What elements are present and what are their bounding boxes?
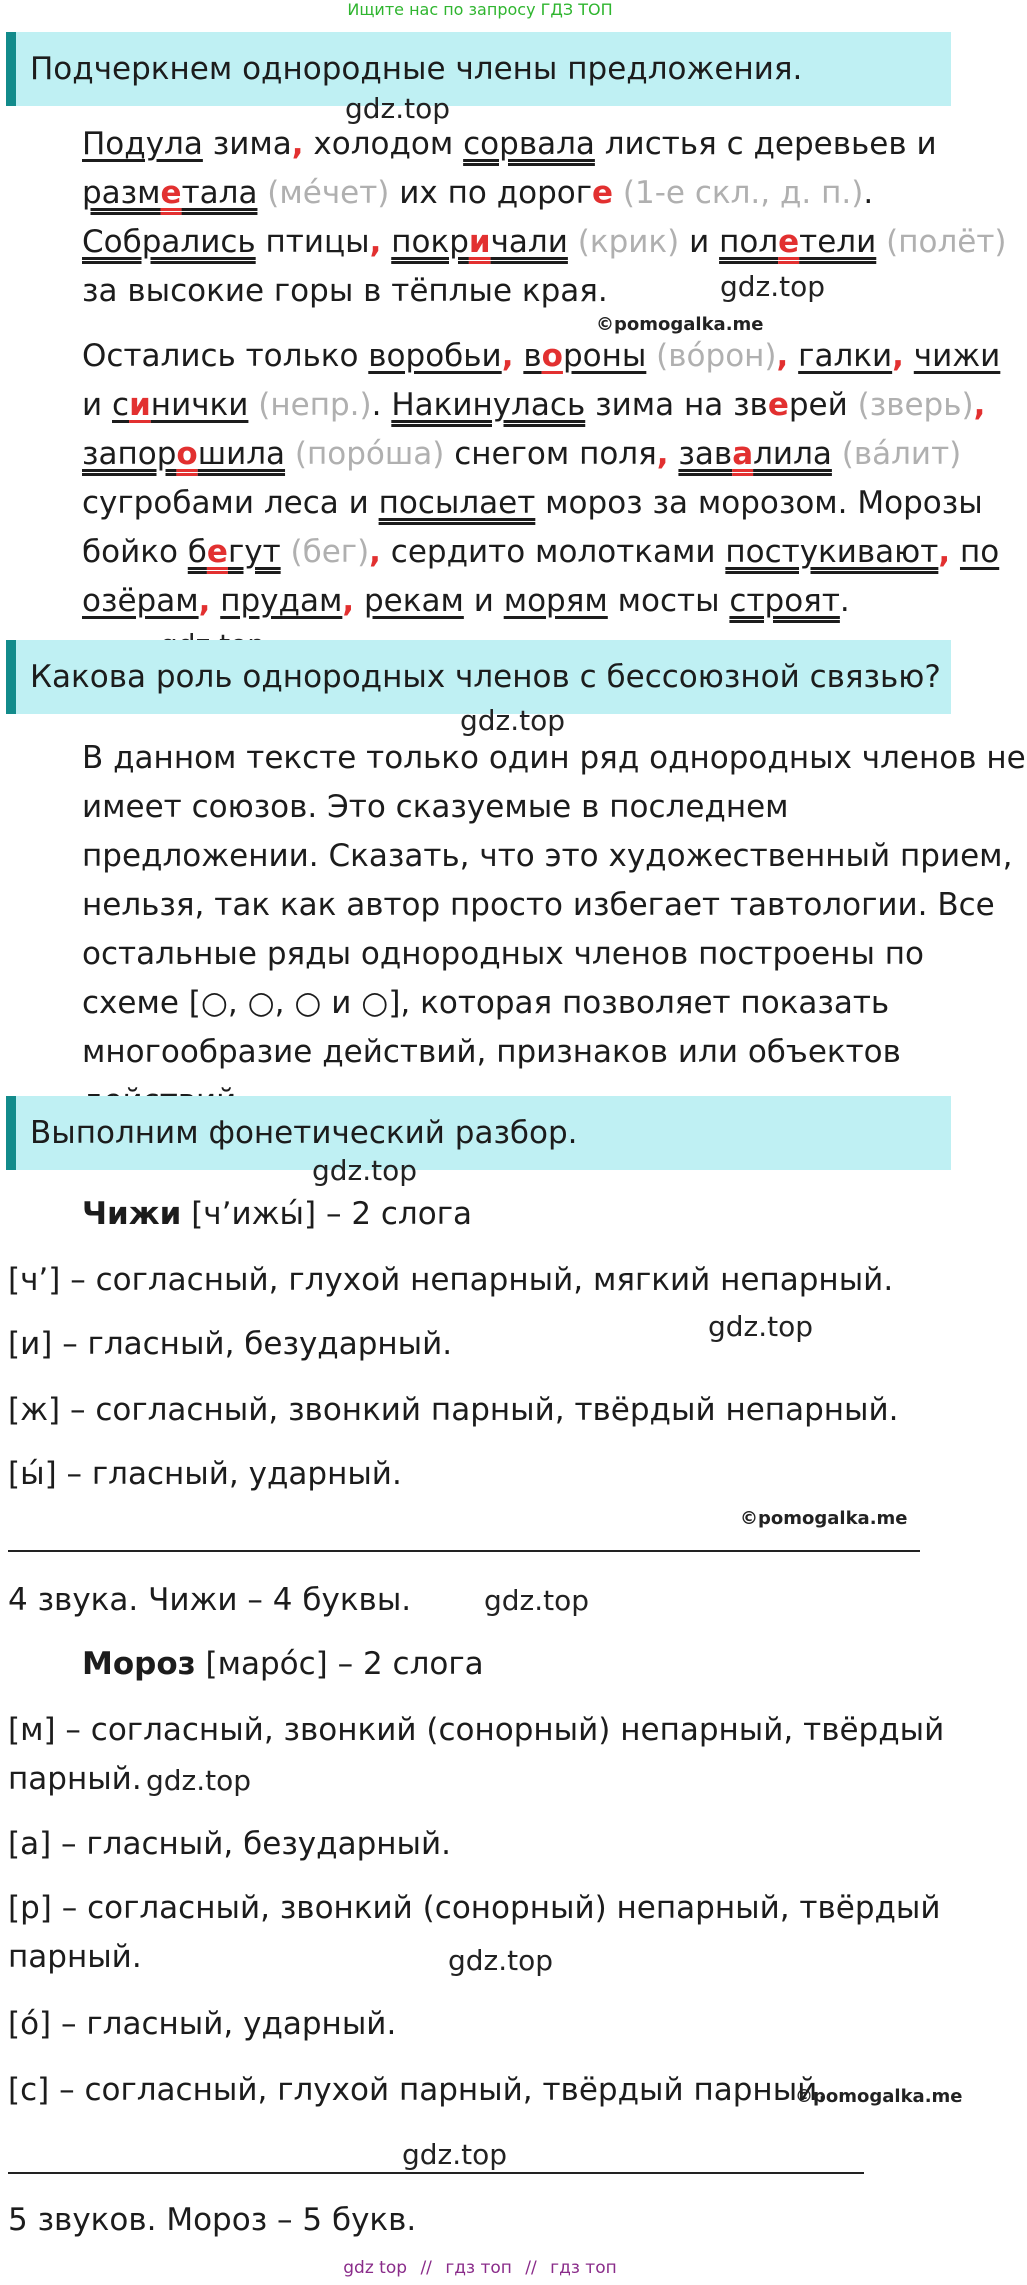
text-run xyxy=(354,583,364,619)
text-run: посылает xyxy=(378,485,536,521)
text-run: за высокие горы в тёплые края. xyxy=(82,273,608,309)
text-run: (во́рон) xyxy=(646,338,777,374)
text-run: (ва́лит) xyxy=(831,436,962,472)
text-run: . xyxy=(371,387,392,423)
text-run: , xyxy=(656,436,669,472)
text-run: б xyxy=(187,534,207,570)
text-run: а xyxy=(732,436,754,472)
watermark-gdz: gdz.top xyxy=(708,1310,814,1343)
text-run: е xyxy=(778,224,800,260)
word2-sound-line: [о́] – гласный, ударный. xyxy=(8,2006,397,2042)
text-run: (1-е скл., д. п.) xyxy=(613,175,864,211)
text-run: , xyxy=(776,338,789,374)
text-run: сердито молотками xyxy=(380,534,726,570)
text-run: птицы xyxy=(255,224,370,260)
text-run: запор xyxy=(82,436,177,472)
text-run: зав xyxy=(678,436,733,472)
text-run: Остались только xyxy=(82,338,369,374)
text-run: , xyxy=(291,126,304,162)
watermark-gdz: gdz.top xyxy=(402,2138,508,2171)
text-run: снегом поля xyxy=(444,436,657,472)
text-run: е xyxy=(160,175,182,211)
watermark-gdz: gdz.top xyxy=(345,92,451,125)
text-run: , xyxy=(501,338,514,374)
text-run: строят xyxy=(729,583,840,619)
text-run xyxy=(669,436,679,472)
watermark-gdz: gdz.top xyxy=(448,1944,554,1977)
text-run: , xyxy=(973,387,986,423)
word1-title xyxy=(8,1190,1027,1239)
text-run: о xyxy=(176,436,198,472)
word2-sound-line: [а] – гласный, безударный. xyxy=(8,1826,452,1862)
text-run: морям xyxy=(503,583,608,619)
footer-separator: // xyxy=(420,2258,432,2278)
text-run: и xyxy=(679,224,720,260)
text-run: и xyxy=(82,387,113,423)
text-run: чали xyxy=(490,224,568,260)
text-run: разм xyxy=(82,175,161,211)
text-run: (непр.) xyxy=(248,387,372,423)
section1-paragraph2 xyxy=(8,332,1027,626)
text-run: Накинулась xyxy=(391,387,586,423)
text-run: (полёт) xyxy=(876,224,1007,260)
text-run: , xyxy=(369,534,381,570)
text-run: (бег) xyxy=(280,534,370,570)
text-run: (зверь) xyxy=(847,387,974,423)
text-run: зима xyxy=(202,126,292,162)
text-run: холодом xyxy=(303,126,464,162)
divider-line xyxy=(8,1550,920,1552)
word1-transcription: [ч’ижы́] – 2 слога xyxy=(181,1196,472,1232)
text-run: зима на зв xyxy=(585,387,768,423)
watermark-gdz: gdz.top xyxy=(720,270,826,303)
footer-separator: // xyxy=(525,2258,537,2278)
text-run: (поро́ша) xyxy=(285,436,445,472)
text-run: мосты xyxy=(607,583,730,619)
word1-sound-line: [ы́] – гласный, ударный. xyxy=(8,1456,402,1492)
word2-word: Мороз xyxy=(82,1646,196,1682)
header-search-link[interactable]: Ищите нас по запросу ГДЗ ТОП xyxy=(347,0,613,19)
text-run: с xyxy=(112,387,130,423)
text-run: и xyxy=(129,387,151,423)
text-run: нички xyxy=(150,387,249,423)
text-run: роны xyxy=(562,338,647,374)
text-run: (крик) xyxy=(567,224,680,260)
text-run: , xyxy=(369,224,382,260)
watermark-gdz: gdz.top xyxy=(146,1764,252,1797)
text-run: постукивают xyxy=(725,534,939,570)
text-run: галки xyxy=(798,338,893,374)
section3-heading: Выполним фонетический разбор. xyxy=(6,1096,951,1170)
word1-sound-line: [ч’] – согласный, глухой непарный, мягкий непарный. xyxy=(8,1262,894,1298)
text-run: Собрались xyxy=(82,224,256,260)
text-run xyxy=(950,534,960,570)
section1-paragraph1 xyxy=(8,120,1027,316)
watermark-pomogalka: ©pomogalka.me xyxy=(795,2086,963,2107)
section1-heading: Подчеркнем однородные члены предложения. xyxy=(6,32,951,106)
text-run: в xyxy=(523,338,542,374)
word1-sound-line: [и] – гласный, безударный. xyxy=(8,1326,453,1362)
word2-sound-line: [р] – согласный, звонкий (сонорный) непарный, твёрдый парный. xyxy=(8,1890,941,1975)
watermark-gdz: gdz.top xyxy=(484,1584,590,1617)
text-run: листья с деревьев и xyxy=(594,126,937,162)
text-run xyxy=(381,224,391,260)
text-run: и xyxy=(463,583,504,619)
footer-link[interactable]: gdz top xyxy=(343,2258,408,2278)
divider-line xyxy=(8,2172,864,2174)
text-run: воробьи xyxy=(368,338,502,374)
section2-text: В данном тексте только один ряд однородных членов не имеет союзов. Это сказуемые в последнем предложении. Сказать, что это художественный прием, нельзя, так как автор просто избегает тавтологии. Все остальные ряды однородных членов построены по схеме [○, ○, ○ и ○], которая позволяет показать многообразие действий, признаков или объектов xyxy=(82,740,1026,1070)
word1-sound-line: [ж] – согласный, звонкий парный, твёрдый непарный. xyxy=(8,1392,899,1428)
text-run: , xyxy=(892,338,904,374)
footer-links xyxy=(0,2258,960,2278)
text-run: е xyxy=(592,175,614,211)
word2-transcription: [маро́с] – 2 слога xyxy=(195,1646,484,1682)
word1-summary: 4 звука. Чижи – 4 буквы. xyxy=(8,1582,412,1618)
text-run: о xyxy=(541,338,563,374)
text-run: , xyxy=(938,534,951,570)
text-run: по озёрам xyxy=(82,534,1000,619)
word2-title xyxy=(8,1640,1027,1689)
word2-sound-line: [м] – согласный, звонкий (сонорный) непарный, твёрдый парный. xyxy=(8,1712,945,1797)
text-run: и xyxy=(468,224,491,260)
text-run: их по дорог xyxy=(389,175,593,211)
footer-link[interactable]: гдз топ xyxy=(445,2258,512,2278)
text-run: покр xyxy=(391,224,469,260)
text-run: , xyxy=(198,583,211,619)
text-run xyxy=(513,338,523,374)
word2-summary: 5 звуков. Мороз – 5 букв. xyxy=(8,2202,417,2238)
word2-sound-line: [с] – согласный, глухой парный, твёрдый парный. xyxy=(8,2072,828,2108)
watermark-pomogalka: ©pomogalka.me xyxy=(740,1508,908,1529)
footer-link[interactable]: гдз топ xyxy=(550,2258,617,2278)
text-run: Подула xyxy=(82,126,203,162)
section2-heading: Какова роль однородных членов с бессоюзной связью? xyxy=(6,640,951,714)
text-run xyxy=(210,583,220,619)
word1-word: Чижи xyxy=(82,1196,182,1232)
watermark-gdz: gdz.top xyxy=(460,704,566,737)
text-run: чижи xyxy=(913,338,1001,374)
text-run: е xyxy=(767,387,789,423)
text-run: . xyxy=(863,175,874,211)
watermark-pomogalka: ©pomogalka.me xyxy=(596,314,764,335)
text-run xyxy=(904,338,914,374)
text-run: пол xyxy=(719,224,779,260)
text-run: сорвала xyxy=(463,126,595,162)
text-run: рей xyxy=(788,387,848,423)
text-run: тели xyxy=(799,224,877,260)
text-run: . xyxy=(839,583,850,619)
text-run: мороз за морозом. Морозы бойко xyxy=(82,485,983,570)
text-run: шила xyxy=(197,436,286,472)
text-run: сугробами леса и xyxy=(82,485,379,521)
text-run: тала xyxy=(181,175,258,211)
text-run: лила xyxy=(753,436,832,472)
text-run: гут xyxy=(227,534,281,570)
text-run: е xyxy=(206,534,228,570)
text-run: рекам xyxy=(363,583,464,619)
text-run xyxy=(788,338,798,374)
text-run: , xyxy=(342,583,355,619)
watermark-gdz: gdz.top xyxy=(312,1154,418,1187)
text-run: прудам xyxy=(220,583,343,619)
text-run: (ме́чет) xyxy=(257,175,390,211)
